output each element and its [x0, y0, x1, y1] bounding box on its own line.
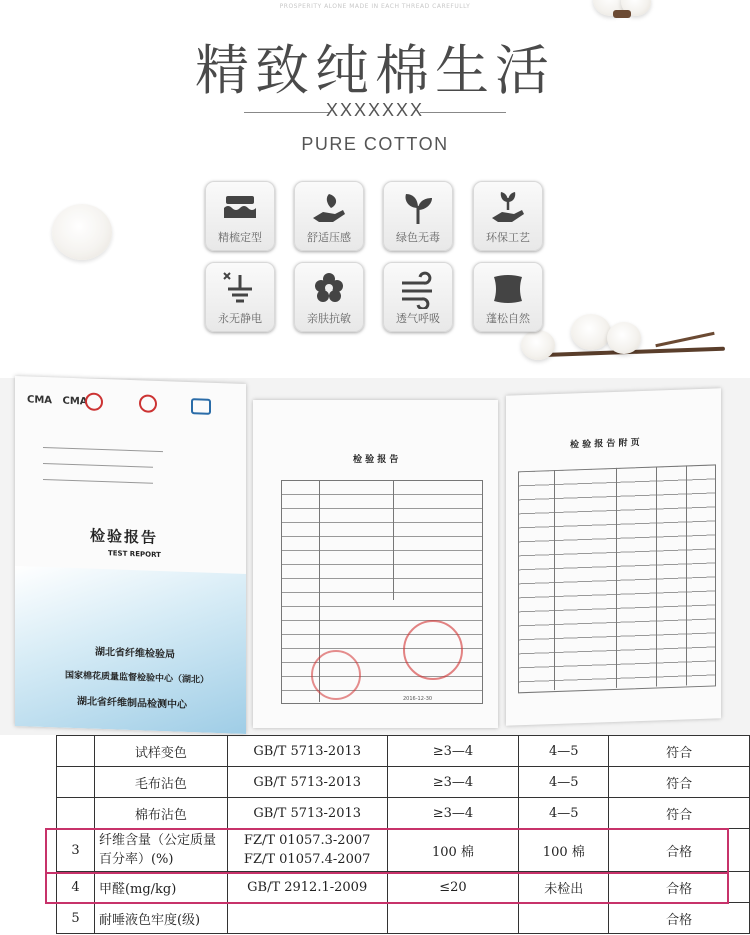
report-cover: CMA CMA 检验报告 TEST REPORT 湖北省纤维检验局 国家棉花质量监督检验中心（湖北） 湖北省纤维制品检测中心: [15, 376, 246, 734]
page-title: 精致纯棉生活: [195, 39, 555, 102]
table-row: 5 耐唾液色牢度(级) 合格: [57, 903, 750, 934]
table-row: 3 纤维含量（公定质量百分率）(%) FZ/T 01057.3-2007 FZ/T 01057.4-2007 100 棉 100 棉 合格: [57, 829, 750, 872]
issuer-3: 湖北省纤维制品检测中心: [77, 696, 187, 711]
cotton-left-icon: [52, 204, 112, 260]
hand-plant-icon: [488, 188, 528, 228]
top-note: PROSPERITY ALONE MADE IN EACH THREAD CAREFULLY: [279, 3, 471, 10]
report-title: 检验报告: [90, 526, 159, 547]
report-date: 2016-12-30: [403, 696, 433, 702]
feature-green: 绿色无毒: [383, 181, 453, 251]
hand-leaf-icon: [309, 188, 349, 228]
feature-comfort: 舒适压感: [294, 181, 364, 251]
airflow-icon: [398, 269, 438, 309]
sprout-icon: [398, 188, 438, 228]
highlight-formaldehyde-row: [45, 872, 729, 904]
table-row: 棉布沾色 GB/T 5713-2013 ≥3—4 4—5 符合: [57, 798, 750, 829]
report-page-appendix: [506, 388, 721, 726]
issuer-2: 国家棉花质量监督检验中心（湖北）: [65, 670, 210, 686]
report-title-en: TEST REPORT: [108, 549, 161, 560]
feature-breathable: 透气呼吸: [383, 262, 453, 332]
issuer-1: 湖北省纤维检验局: [95, 646, 175, 661]
feature-skin: 亲肤抗敏: [294, 262, 364, 332]
flower-icon: [309, 269, 349, 309]
pillow-icon: [488, 269, 528, 309]
table-row: 试样变色 GB/T 5713-2013 ≥3—4 4—5 符合: [57, 736, 750, 767]
feature-antistatic: 永无静电: [205, 262, 275, 332]
test-report-photo: [0, 378, 750, 735]
cotton-branch-icon: [515, 308, 735, 364]
comb-wave-icon: [220, 188, 260, 228]
subtitle: PURE COTTON: [301, 134, 449, 154]
feature-eco: 环保工艺: [473, 181, 543, 251]
no-static-icon: [220, 269, 260, 309]
page3-title: 检 验 报 告 附 页: [570, 438, 640, 451]
highlight-fiber-row: [45, 828, 729, 874]
feature-fluffy: 蓬松自然: [473, 262, 543, 332]
table-row: 毛布沾色 GB/T 5713-2013 ≥3—4 4—5 符合: [57, 767, 750, 798]
report-page-main: [253, 400, 498, 728]
table-row: 4 甲醛(mg/kg) GB/T 2912.1-2009 ≤20 未检出 合格: [57, 872, 750, 903]
placeholder-text: XXXXXXX: [325, 100, 425, 120]
feature-comb: 精梳定型: [205, 181, 275, 251]
page2-title: 检 验 报 告: [353, 455, 399, 465]
cotton-top-right-icon: [585, 0, 665, 20]
